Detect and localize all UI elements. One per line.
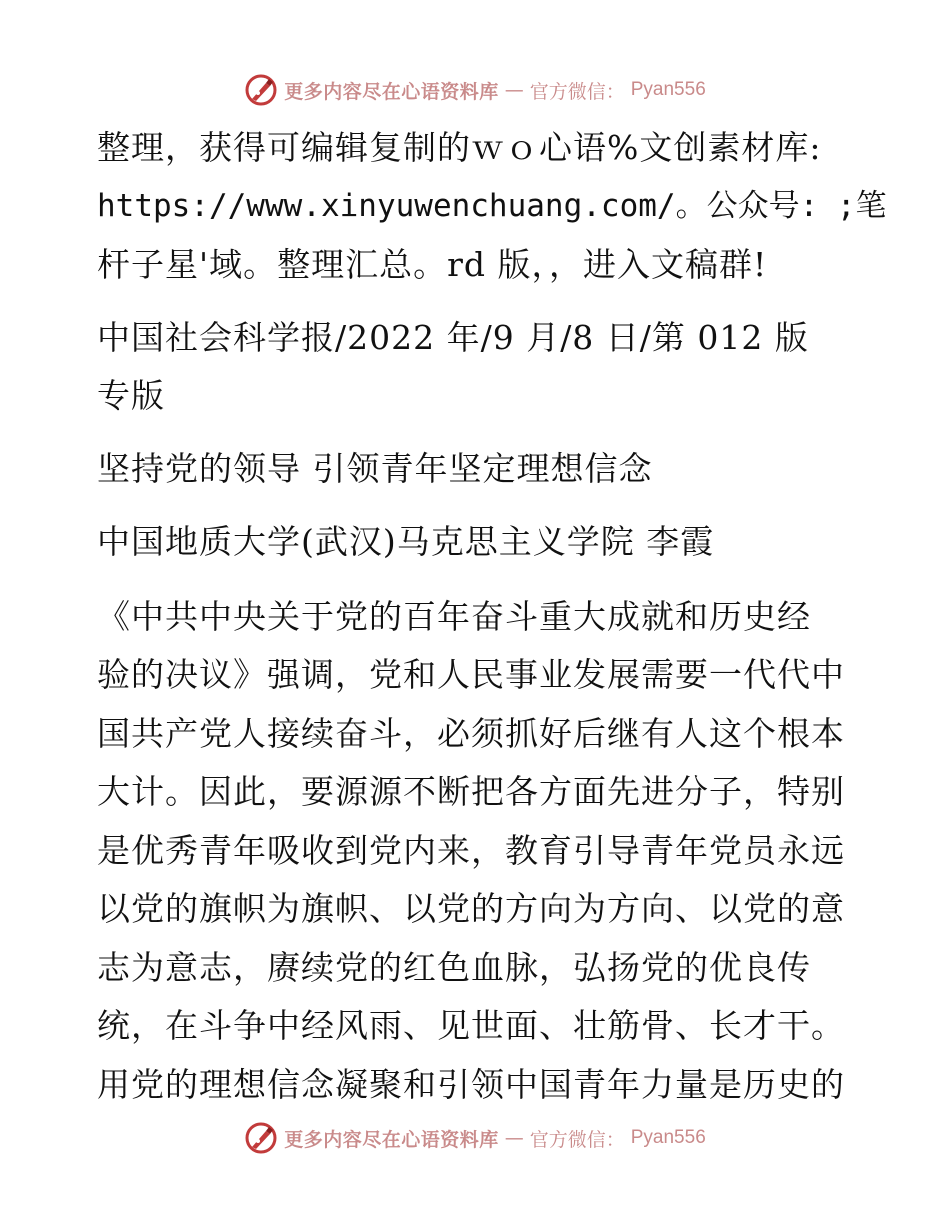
pen-logo-icon [244,1121,278,1155]
pen-logo-icon [244,73,278,107]
intro-line-1: 整理，获得可编辑复制的ｗｏ心语%文创素材库: [97,128,822,167]
banner-dash: — [504,1127,524,1149]
header-banner [0,70,950,110]
banner-text: 更多内容尽在心语资料库 [284,1128,499,1151]
body-line: 验的决议》强调，党和人民事业发展需要一代代中 [97,655,845,694]
source-line-2: 专版 [97,376,165,415]
banner-dash: — [504,79,524,101]
article-title: 坚持党的领导 引领青年坚定理想信念 [97,449,653,488]
banner-label: 官方微信： [529,1128,625,1151]
body-line: 大计。因此，要源源不断把各方面先进分子，特别 [97,772,845,811]
body-line: 志为意志，赓续党的红色血脉，弘扬党的优良传 [97,948,811,987]
body-line: 以党的旗帜为旗帜、以党的方向为方向、以党的意 [97,889,845,928]
body-line: 国共产党人接续奋斗，必须抓好后继有人这个根本 [97,714,845,753]
banner-wechat-id: Pyan556 [630,79,706,100]
intro-line-2: https://www.xinyuwenchuang.com/。公众号: ;笔 [97,188,887,224]
banner-wechat-id: Pyan556 [630,1127,706,1148]
body-line: 统，在斗争中经风雨、见世面、壮筋骨、长才干。 [97,1006,845,1045]
banner-text: 更多内容尽在心语资料库 [284,80,499,103]
banner-label: 官方微信： [529,80,625,103]
article-author: 中国地质大学(武汉)马克思主义学院 李霞 [97,522,715,561]
body-line: 《中共中央关于党的百年奋斗重大成就和历史经 [97,597,811,636]
body-line: 是优秀青年吸收到党内来，教育引导青年党员永远 [97,831,845,870]
source-line-1: 中国社会科学报/2022 年/9 月/8 日/第 012 版 [97,318,809,357]
intro-line-3: 杆子星'域。整理汇总。rd 版，，进入文稿群! [97,245,768,284]
footer-banner [0,1118,950,1158]
body-line: 用党的理想信念凝聚和引领中国青年力量是历史的 [97,1065,845,1104]
